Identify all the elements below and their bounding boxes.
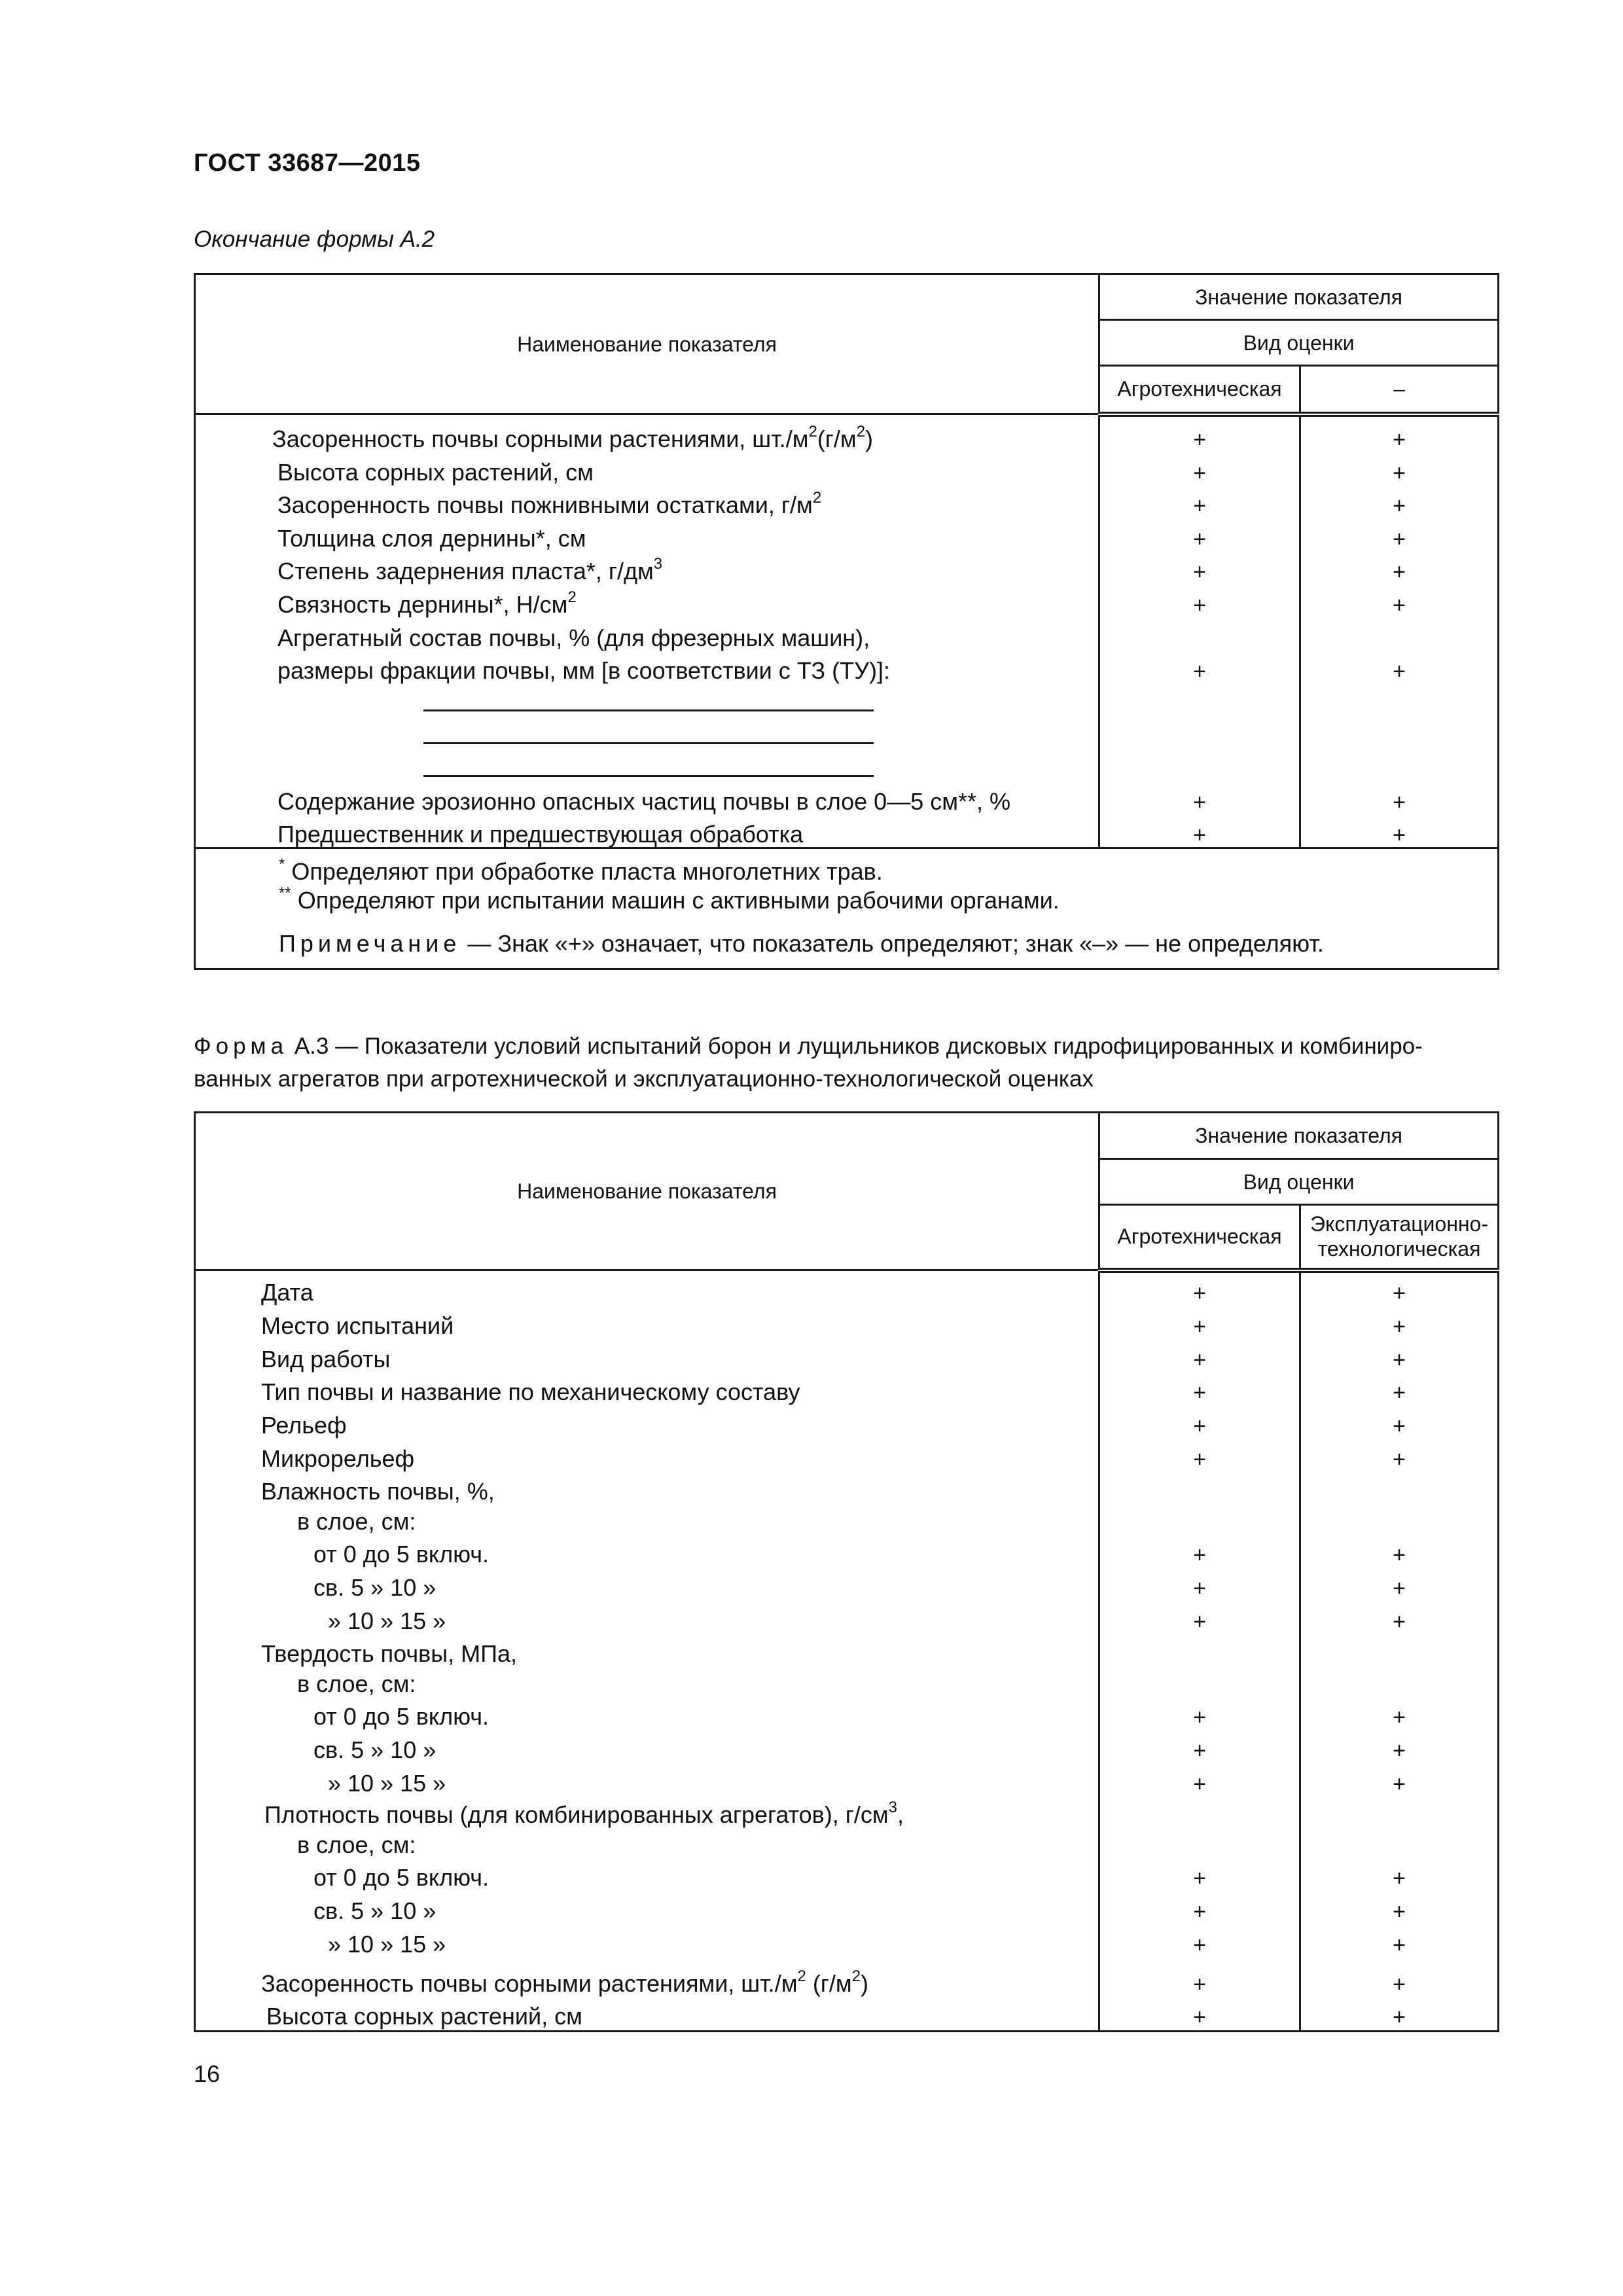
header-indicator-name: Наименование показателя bbox=[195, 1113, 1099, 1270]
plus-mark: + bbox=[1193, 822, 1206, 848]
table1-second-cell bbox=[1300, 414, 1499, 848]
plus-mark: + bbox=[1193, 1380, 1206, 1405]
form-a3-caption: Форма А.3 — Показатели условий испытаний борон и лущильников дисковых гидрофицированных и комбиниро- ванных агрегатов при агротехнической и эксплуатационно-технологической оценках bbox=[194, 1033, 1423, 1092]
blank-fill-line bbox=[423, 742, 874, 744]
plus-mark: + bbox=[1193, 1280, 1206, 1306]
header-indicator-value: Значение показателя bbox=[1099, 274, 1499, 320]
table-row: от 0 до 5 включ. bbox=[313, 1541, 490, 1568]
header-assessment-kind: Вид оценки bbox=[1099, 320, 1499, 366]
header-second-kind: – bbox=[1300, 366, 1499, 414]
plus-mark: + bbox=[1193, 559, 1206, 584]
table-row: в слое, см: bbox=[297, 1670, 416, 1697]
table-row: Предшественник и предшествующая обработка bbox=[277, 821, 804, 848]
plus-mark: + bbox=[1393, 822, 1406, 848]
plus-mark: + bbox=[1193, 2004, 1206, 2030]
plus-mark: + bbox=[1393, 1542, 1406, 1568]
form-label: Форма bbox=[194, 1033, 289, 1059]
note: Примечание — Знак «+» означает, что показатель определяют; знак «–» — не определяют. bbox=[279, 930, 1324, 957]
plus-mark: + bbox=[1393, 526, 1406, 552]
plus-mark: + bbox=[1393, 427, 1406, 452]
table-row: Связность дернины*, $Н/см^2$ bbox=[277, 588, 577, 618]
plus-mark: + bbox=[1393, 1865, 1406, 1891]
table-row: Рельеф bbox=[261, 1412, 347, 1439]
plus-mark: + bbox=[1193, 1609, 1206, 1634]
plus-mark: + bbox=[1393, 592, 1406, 618]
table-row: св. 5 » 10 » bbox=[313, 1574, 437, 1601]
plus-mark: + bbox=[1193, 1738, 1206, 1763]
plus-mark: + bbox=[1193, 1865, 1206, 1891]
document-title: ГОСТ 33687—2015 bbox=[194, 149, 421, 177]
table-row: Высота сорных растений, см bbox=[266, 2003, 582, 2030]
plus-mark: + bbox=[1193, 526, 1206, 552]
page-number: 16 bbox=[194, 2060, 221, 2087]
table-row: Тип почвы и название по механическому составу bbox=[261, 1378, 800, 1405]
plus-mark: + bbox=[1393, 1704, 1406, 1730]
plus-mark: + bbox=[1193, 1413, 1206, 1439]
plus-mark: + bbox=[1393, 2004, 1406, 2030]
table-row: Дата bbox=[261, 1279, 313, 1306]
plus-mark: + bbox=[1193, 1971, 1206, 1997]
table-row: Микрорельеф bbox=[261, 1445, 415, 1472]
table-row: Содержание эрозионно опасных частиц почвы в слое 0—5 см**, % bbox=[277, 788, 1011, 815]
header-agrotechnical: Агротехническая bbox=[1099, 1205, 1300, 1270]
plus-mark: + bbox=[1393, 1771, 1406, 1797]
footnote-double-star: ** Определяют при испытании машин с активными рабочими органами. bbox=[279, 884, 1060, 914]
plus-mark: + bbox=[1193, 1899, 1206, 1924]
plus-mark: + bbox=[1393, 1971, 1406, 1997]
plus-mark: + bbox=[1193, 1575, 1206, 1601]
table-row: Плотность почвы (для комбинированных агрегатов), $г/см^3$, bbox=[264, 1799, 904, 1828]
table-form-a3 bbox=[194, 1111, 1499, 2032]
table-row: » 10 » 15 » bbox=[328, 1770, 446, 1797]
plus-mark: + bbox=[1393, 1575, 1406, 1601]
plus-mark: + bbox=[1193, 1704, 1206, 1730]
plus-mark: + bbox=[1393, 559, 1406, 584]
header-assessment-kind: Вид оценки bbox=[1099, 1159, 1499, 1205]
plus-mark: + bbox=[1393, 1347, 1406, 1372]
header-operational-technological: Эксплуатационно- технологическая bbox=[1300, 1205, 1499, 1270]
table-row: от 0 до 5 включ. bbox=[313, 1703, 490, 1730]
table2-expl-cell bbox=[1300, 1270, 1499, 2032]
header-indicator-name: Наименование показателя bbox=[195, 274, 1099, 414]
plus-mark: + bbox=[1393, 1932, 1406, 1958]
plus-mark: + bbox=[1193, 658, 1206, 684]
plus-mark: + bbox=[1193, 1932, 1206, 1958]
plus-mark: + bbox=[1393, 493, 1406, 518]
table-row-continuation: размеры фракции почвы, мм [в соответствии с ТЗ (ТУ)]: bbox=[277, 657, 890, 684]
table-row: Степень задернения пласта*, $г/дм^3$ bbox=[277, 555, 663, 584]
table1-notes bbox=[195, 848, 1499, 969]
note-label: Примечание bbox=[279, 930, 461, 957]
continuation-caption: Окончание формы А.2 bbox=[194, 226, 435, 252]
plus-mark: + bbox=[1393, 1314, 1406, 1339]
plus-mark: + bbox=[1393, 1380, 1406, 1405]
plus-mark: + bbox=[1193, 460, 1206, 486]
table2-agro-cell bbox=[1099, 1270, 1300, 2032]
plus-mark: + bbox=[1193, 493, 1206, 518]
blank-fill-line bbox=[423, 775, 874, 777]
header-agrotechnical: Агротехническая bbox=[1099, 366, 1300, 414]
table-row: Агрегатный состав почвы, % (для фрезерных машин), bbox=[277, 624, 870, 651]
table-row: Засоренность почвы сорными растениями, $шт./м^2$ $(г/м^2)$ bbox=[261, 1967, 869, 1997]
table-row: Высота сорных растений, см bbox=[277, 459, 594, 486]
plus-mark: + bbox=[1393, 1899, 1406, 1924]
footnote-single-star: * Определяют при обработке пласта многолетних трав. bbox=[279, 855, 883, 885]
plus-mark: + bbox=[1193, 1347, 1206, 1372]
table-row: » 10 » 15 » bbox=[328, 1931, 446, 1958]
table-row: Твердость почвы, МПа, bbox=[261, 1640, 517, 1667]
plus-mark: + bbox=[1393, 1280, 1406, 1306]
table-row: св. 5 » 10 » bbox=[313, 1897, 437, 1924]
plus-mark: + bbox=[1193, 1542, 1206, 1568]
table-row: от 0 до 5 включ. bbox=[313, 1864, 490, 1891]
table-row: Вид работы bbox=[261, 1346, 391, 1372]
table-row: Место испытаний bbox=[261, 1312, 454, 1339]
table-row: Засоренность почвы пожнивными остатками, $г/м^2$ bbox=[277, 489, 822, 518]
table-row: » 10 » 15 » bbox=[328, 1607, 446, 1634]
plus-mark: + bbox=[1193, 1771, 1206, 1797]
header-indicator-value: Значение показателя bbox=[1099, 1113, 1499, 1159]
plus-mark: + bbox=[1393, 789, 1406, 815]
plus-mark: + bbox=[1393, 1609, 1406, 1634]
plus-mark: + bbox=[1393, 1738, 1406, 1763]
plus-mark: + bbox=[1193, 427, 1206, 452]
plus-mark: + bbox=[1193, 1314, 1206, 1339]
plus-mark: + bbox=[1393, 460, 1406, 486]
table-row: в слое, см: bbox=[297, 1508, 416, 1535]
table-form-a2-end bbox=[194, 273, 1499, 970]
table-row: в слое, см: bbox=[297, 1831, 416, 1858]
plus-mark: + bbox=[1393, 1413, 1406, 1439]
table-row: св. 5 » 10 » bbox=[313, 1736, 437, 1763]
table-row: Толщина слоя дернины*, см bbox=[277, 525, 586, 552]
plus-mark: + bbox=[1193, 592, 1206, 618]
table-row: Влажность почвы, %, bbox=[261, 1478, 495, 1505]
plus-mark: + bbox=[1193, 789, 1206, 815]
table1-agro-cell bbox=[1099, 414, 1300, 848]
blank-fill-line bbox=[423, 709, 874, 711]
table1-names-cell bbox=[195, 414, 1099, 848]
table2-names-cell bbox=[195, 1270, 1099, 2032]
table-row: Засоренность почвы сорными растениями, $шт./м^2(г/м^2)$ bbox=[272, 423, 874, 452]
plus-mark: + bbox=[1193, 1446, 1206, 1472]
plus-mark: + bbox=[1393, 658, 1406, 684]
plus-mark: + bbox=[1393, 1446, 1406, 1472]
